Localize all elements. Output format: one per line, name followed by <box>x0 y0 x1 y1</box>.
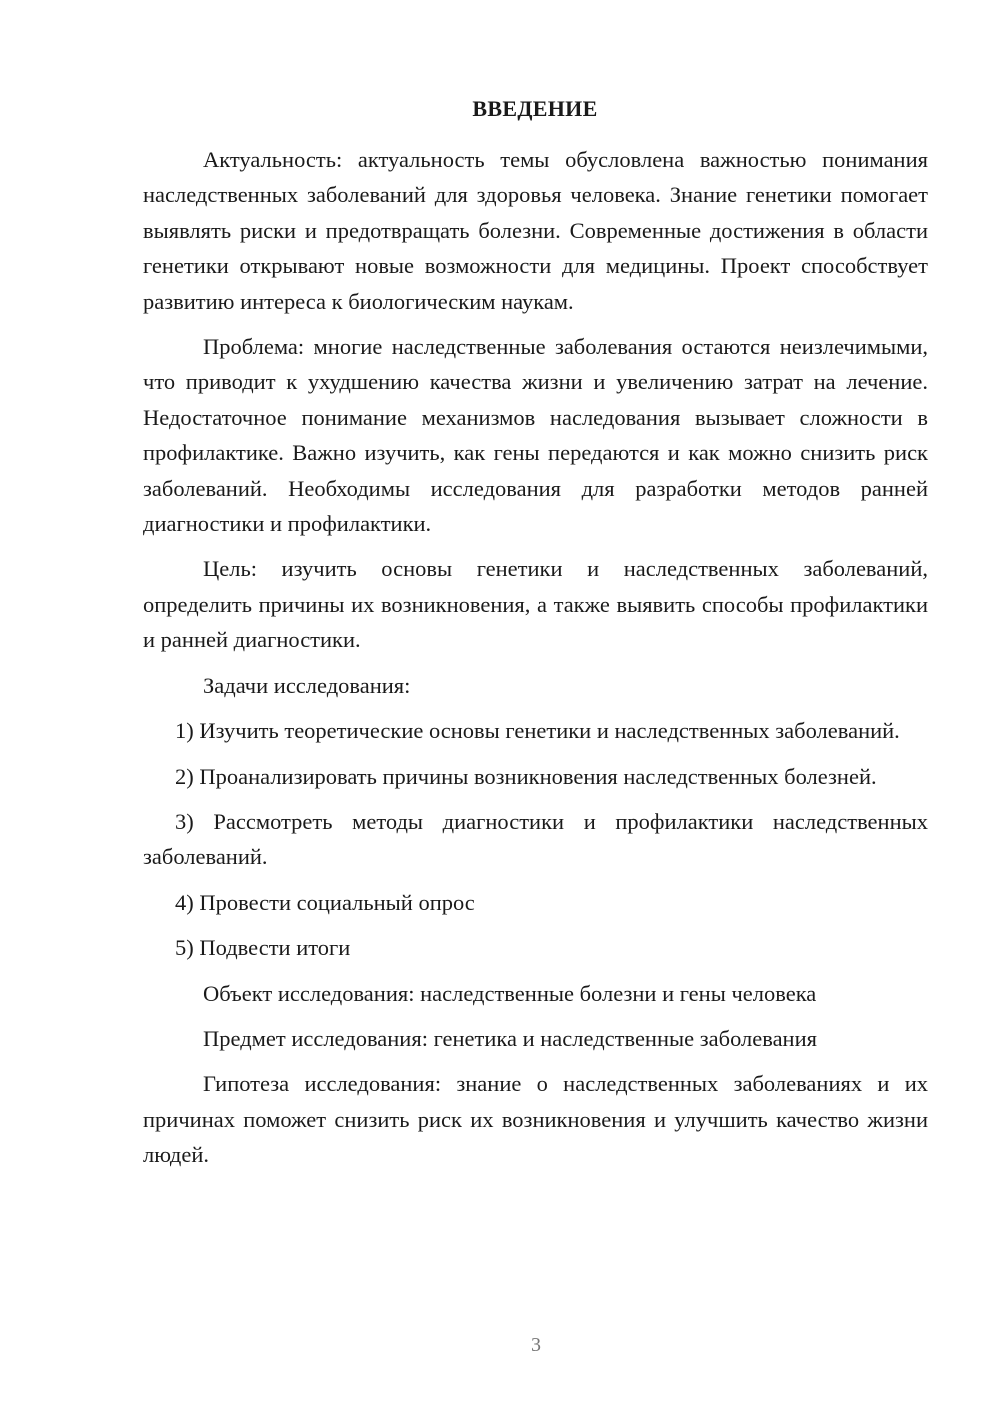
document-body <box>143 142 928 1173</box>
section-title: ВВЕДЕНИЕ <box>472 96 598 121</box>
list-item: 4) Провести социальный опрос <box>175 889 475 915</box>
paragraph-goal: Цель: изучить основы генетики и наследственных заболеваний, определить причины их возникновения, а также выявить способы профилактики и ранней диагностики. <box>143 556 928 653</box>
paragraph-object: Объект исследования: наследственные болезни и гены человека <box>203 980 817 1006</box>
paragraph-hypothesis: Гипотеза исследования: знание о наследственных заболеваниях и их причинах поможет снизить риск их возникновения и улучшить качество жизни людей. <box>143 1071 928 1168</box>
tasks-list <box>143 713 928 965</box>
paragraph-subject: Предмет исследования: генетика и наследственные заболевания <box>203 1025 817 1051</box>
list-item: 5) Подвести итоги <box>175 935 351 961</box>
paragraph-relevance: Актуальность: актуальность темы обусловлена важностью понимания наследственных заболеваний для здоровья человека. Знание генетики помогает выявлять риски и предотвращать болезни. Современные достижения в области генетики открывают новые возможности для медицины. Проект способствует развитию интереса к биологическим наукам. <box>143 147 928 314</box>
tasks-heading: Задачи исследования: <box>203 672 411 698</box>
list-item: 3) Рассмотреть методы диагностики и профилактики наследственных заболеваний. <box>143 808 928 870</box>
list-item: 2) Проанализировать причины возникновения наследственных болезней. <box>175 763 877 789</box>
list-item: 1) Изучить теоретические основы генетики и наследственных заболеваний. <box>175 718 900 744</box>
paragraph-problem: Проблема: многие наследственные заболевания остаются неизлечимыми, что приводит к ухудшению качества жизни и увеличению затрат на лечение. Недостаточное понимание механизмов наследования вызывает сложности в профилактике. Важно изучить, как гены передаются и как можно снизить риск заболеваний. Необходимы исследования для разработки методов ранней диагностики и профилактики. <box>143 334 928 537</box>
page-number: 3 <box>531 1334 541 1356</box>
